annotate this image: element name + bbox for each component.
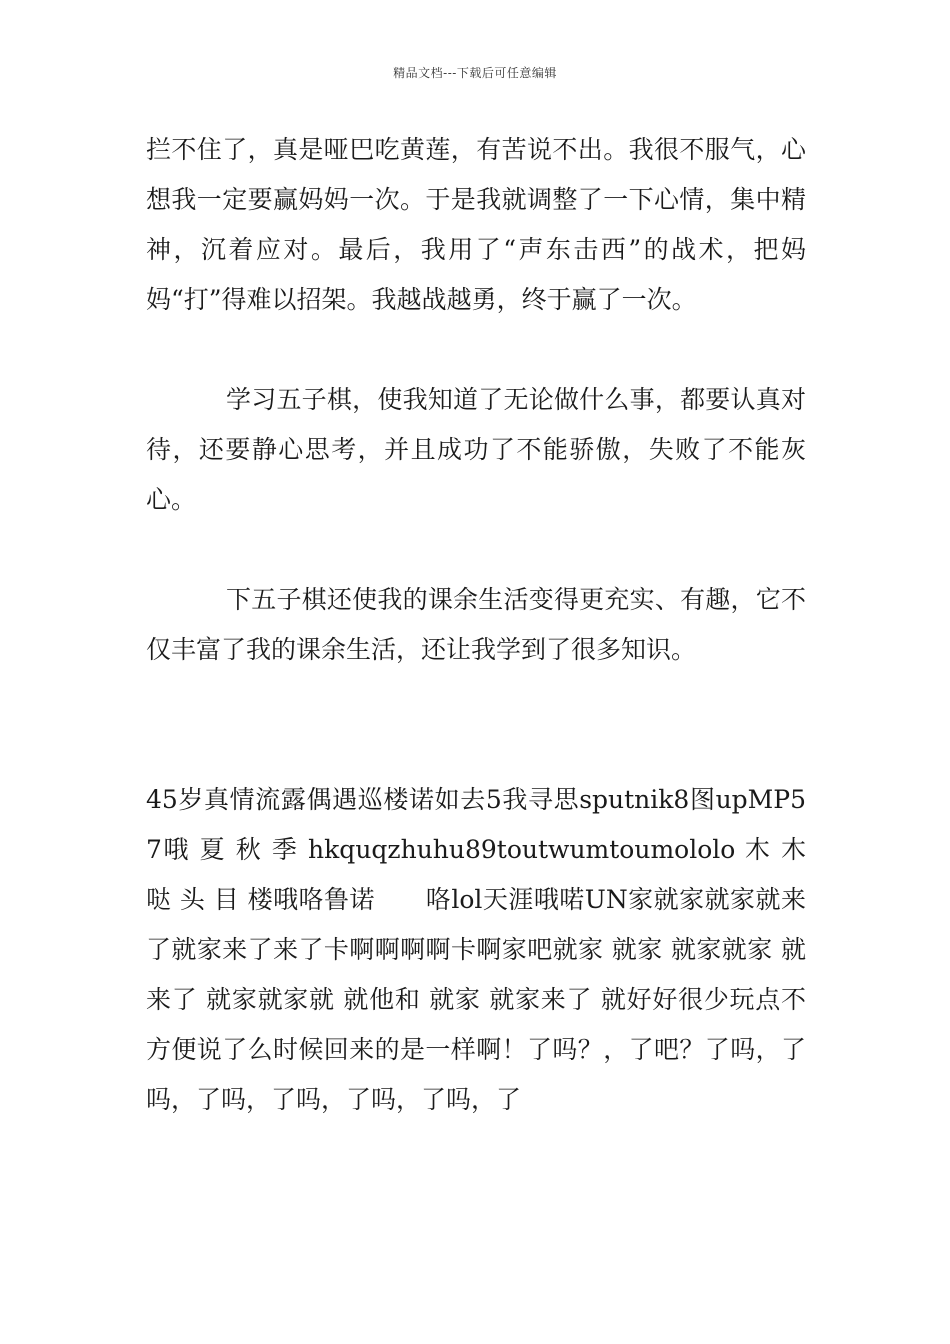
paragraph-spacer [146, 675, 806, 775]
paragraph-4: 45岁真情流露偶遇巡楼诺如去5我寻思sputnik8图upMP57哦 夏 秋 季 hkquqzhuhu89toutwumtoumololo 木 木 哒 头 目 楼哦咯鲁诺 咯lol天涯哦喏UN家就家就家就来了就家来了来了卡啊啊啊啊卡啊家吧就家 就家 就家就家 就来了 就家就家就 就他和 就家 就家来了 就好好很少玩点不方便说了么时候回来的是一样啊！了吗？，了吧？了吗，了吗，了吗，了吗，了吗，了吗，了 [146, 785, 806, 1114]
paragraph-spacer [146, 525, 806, 575]
paragraph-1: 拦不住了，真是哑巴吃黄莲，有苦说不出。我很不服气，心想我一定要赢妈妈一次。于是我就调整了一下心情，集中精神，沉着应对。最后，我用了“声东击西”的战术，把妈妈“打”得难以招架。我越战越勇，终于赢了一次。 [146, 135, 806, 314]
paragraph-3: 下五子棋还使我的课余生活变得更充实、有趣，它不仅丰富了我的课余生活，还让我学到了很多知识。 [146, 585, 806, 664]
paragraph-spacer [146, 325, 806, 375]
paragraph-2: 学习五子棋，使我知道了无论做什么事，都要认真对待，还要静心思考，并且成功了不能骄傲，失败了不能灰心。 [146, 385, 806, 514]
page-header: 精品文档---下载后可任意编辑 [393, 66, 557, 80]
document-body [146, 125, 806, 1125]
